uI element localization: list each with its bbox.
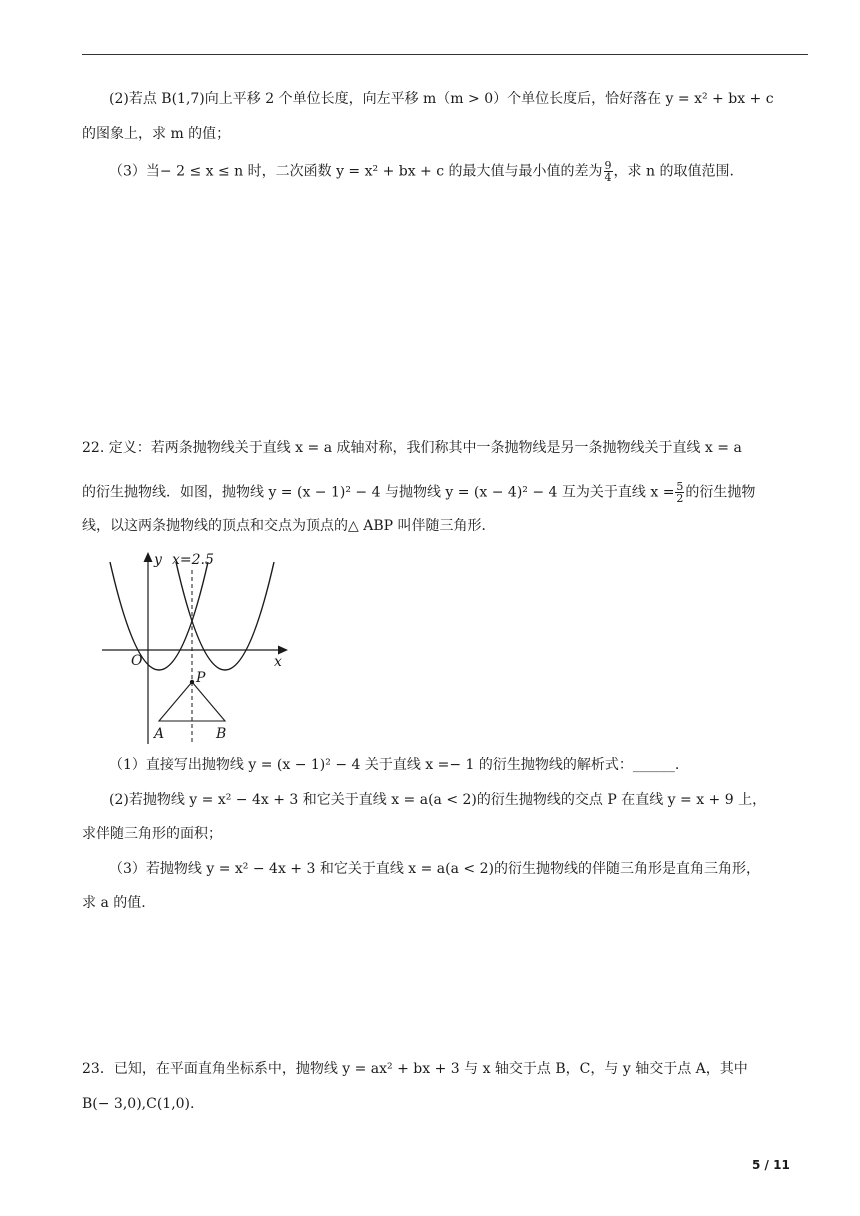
line-label: x=2.5: [172, 552, 214, 568]
page-number: 5 / 11: [752, 1158, 790, 1172]
q22-line1: 22. 定义：若两条抛物线关于直线 x = a 成轴对称，我们称其中一条抛物线是另一条抛物线关于直线 x = a: [82, 440, 742, 456]
fraction-nine-fourths: [604, 160, 613, 183]
point-p: [190, 680, 194, 684]
y-axis-label: y: [154, 552, 162, 568]
q22-sub2-line2: 求伴随三角形的面积；: [82, 826, 222, 842]
q22-line2-tail: 的衍生抛物: [685, 484, 756, 501]
origin-label: O: [131, 653, 143, 669]
q23-line2: B(− 3,0),C(1,0).: [82, 1096, 195, 1112]
parabola-right: [176, 562, 274, 670]
q22-sub2-line1: (2)若抛物线 y = x² − 4x + 3 和它关于直线 x = a(a < 2)的衍生抛物线的交点 P 在直线 y = x + 9 上，: [109, 792, 767, 808]
point-p-label: P: [196, 670, 206, 686]
fraction-denominator: 4: [604, 171, 612, 184]
q22-sub1: （1）直接写出抛物线 y = (x − 1)² − 4 关于直线 x =− 1 的衍生抛物线的解析式：______.: [109, 757, 680, 773]
q22-line2-text: 的衍生抛物线．如图，抛物线 y = (x − 1)² − 4 与抛物线 y = (x − 4)² − 4 互为关于直线 x =: [82, 484, 675, 501]
point-b-label: B: [216, 726, 227, 742]
parabola-left: [110, 562, 208, 670]
x-axis-label: x: [274, 654, 282, 670]
q22-sub3-line1: （3）若抛物线 y = x² − 4x + 3 和它关于直线 x = a(a < 2)的衍生抛物线的伴随三角形是直角三角形，: [109, 861, 760, 877]
q21-part2-line2: 的图象上，求 m 的值；: [82, 126, 231, 142]
q22-line3: 线，以这两条抛物线的顶点和交点为顶点的△ ABP 叫伴随三角形．: [82, 518, 496, 534]
fraction-denominator: 2: [676, 492, 684, 505]
fraction-numerator: 9: [604, 159, 612, 172]
parabola-figure: [96, 548, 296, 744]
y-axis-arrow-icon: [144, 552, 153, 562]
q21-part3-text: （3）当− 2 ≤ x ≤ n 时，二次函数 y = x² + bx + c 的最大值与最小值的差为: [109, 163, 603, 180]
q23-line1: 23．已知，在平面直角坐标系中，抛物线 y = ax² + bx + 3 与 x 轴交于点 B，C，与 y 轴交于点 A，其中: [82, 1061, 748, 1077]
q22-line2: [82, 481, 755, 504]
fraction-numerator: 5: [676, 480, 684, 493]
triangle-abp: [159, 682, 225, 721]
q21-part3-tail: ，求 n 的取值范围.: [613, 163, 734, 180]
q22-sub3-line2: 求 a 的值.: [82, 895, 146, 911]
header-rule: [82, 54, 808, 55]
fraction-five-halves: [675, 481, 684, 504]
point-a-label: A: [154, 726, 165, 742]
q21-part3: [109, 160, 734, 183]
q21-part2-line1: (2)若点 B(1,7)向上平移 2 个单位长度，向左平移 m（m > 0）个单位长度后，恰好落在 y = x² + bx + c: [109, 91, 774, 107]
